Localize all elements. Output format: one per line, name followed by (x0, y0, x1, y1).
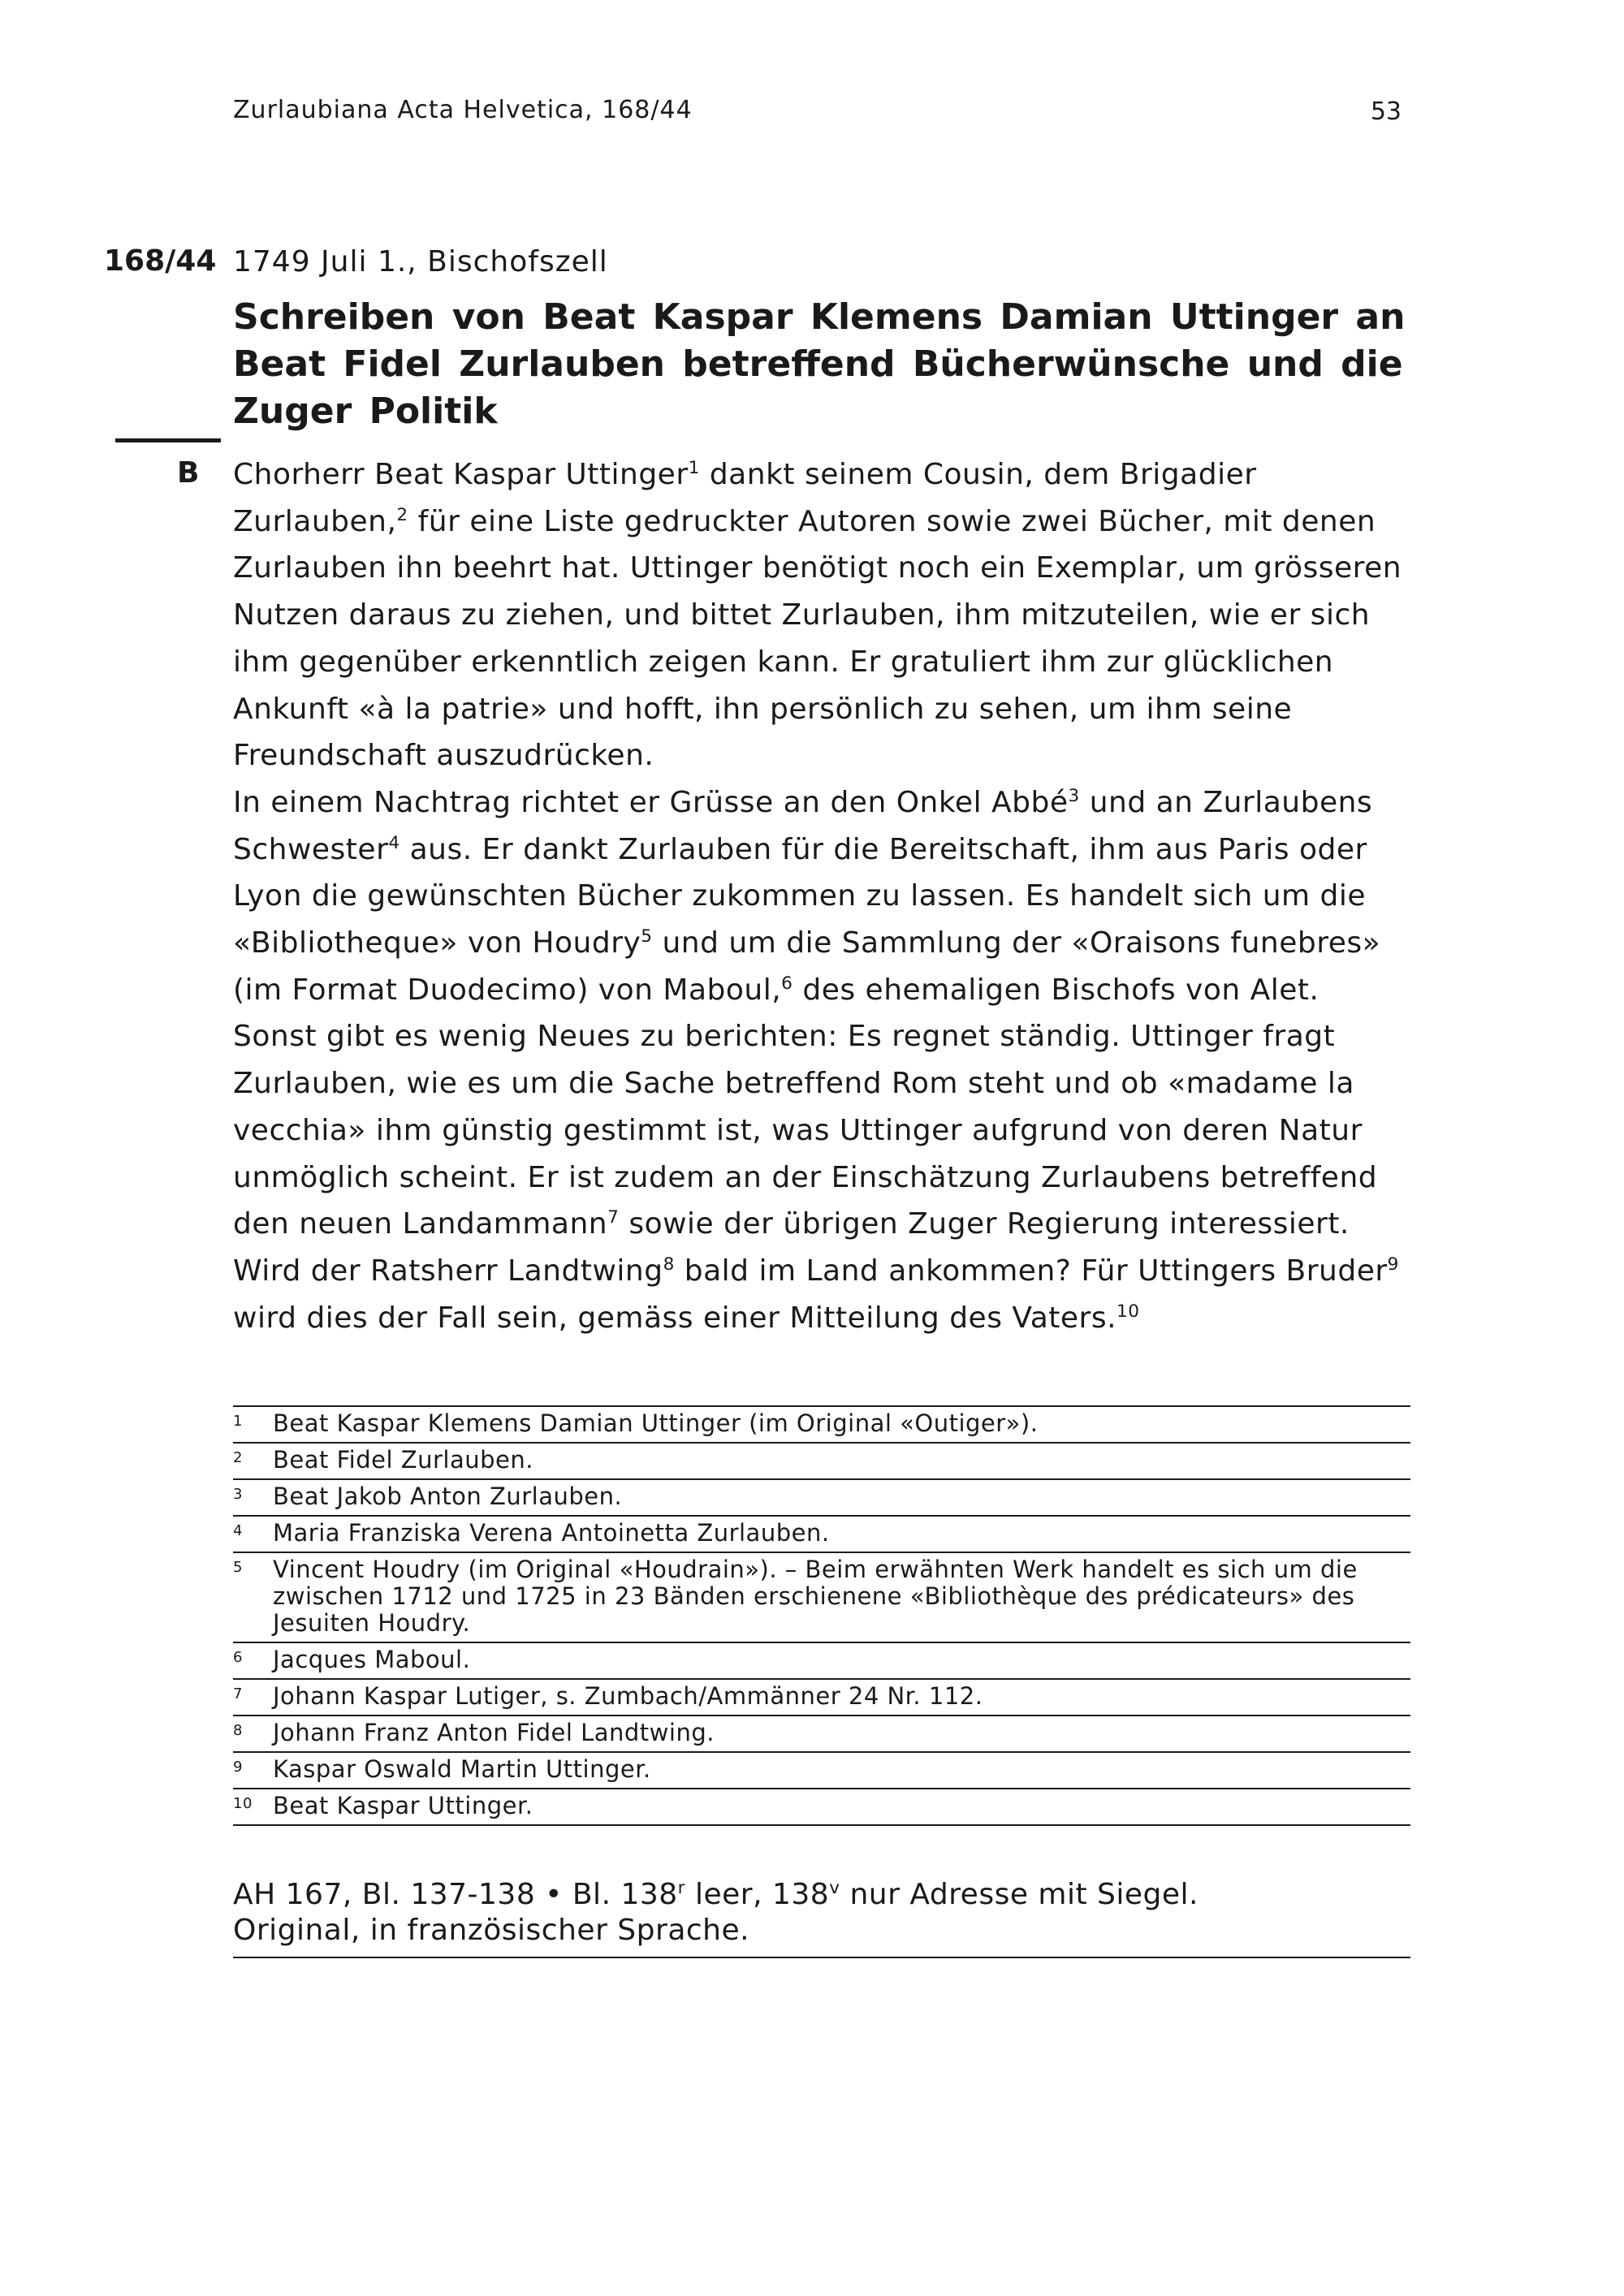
running-head: Zurlaubiana Acta Helvetica, 168/44 (233, 96, 693, 124)
summary-text (233, 451, 1410, 1341)
source-reference (233, 1877, 1410, 1958)
source-line-language: Original, in französischer Sprache. (233, 1914, 750, 1947)
footnote-ref: 3 (1068, 785, 1080, 806)
source-line-archive: AH 167, Bl. 137-138 • Bl. 138$^r$ leer, 138$^v$ nur Adresse mit Siegel. (233, 1878, 1199, 1911)
footnote-number: 4 (233, 1522, 243, 1539)
footnote (233, 1444, 1410, 1480)
footnote (233, 1480, 1410, 1517)
footnote-number: 6 (233, 1649, 243, 1666)
footnote-number: 10 (233, 1795, 253, 1812)
footnote (233, 1407, 1410, 1444)
summary-label: B (177, 456, 200, 490)
section-rule (115, 438, 221, 442)
footnote (233, 1753, 1410, 1789)
footnote (233, 1643, 1410, 1680)
footnote-text: Johann Franz Anton Fidel Landtwing. (273, 1719, 715, 1746)
footnote-ref: 10 (1116, 1301, 1140, 1322)
page-number: 53 (1370, 97, 1402, 126)
footnote-text: Beat Kaspar Uttinger. (273, 1792, 533, 1819)
footnote (233, 1553, 1410, 1643)
footnote-text: Vincent Houdry (im Original «Houdrain»). – Beim erwähnten Werk handelt es sich um die zwischen 1712 und 1725 in 23 Bänden erschienene «Bibliothèque des prédicateurs» des Jesuiten Houdry. (273, 1556, 1358, 1637)
footnote-text: Johann Kaspar Lutiger, s. Zumbach/Ammänner 24 Nr. 112. (273, 1682, 983, 1710)
summary-paragraph: Chorherr Beat Kaspar Uttinger$^1$ dankt seinem Cousin, dem Brigadier Zurlauben,$^2$ für eine Liste gedruckter Autoren sowie zwei Bücher, mit denen Zurlauben ihn beehrt hat. Uttinger benötigt noch ein Exemplar, um grösseren Nutzen daraus zu ziehen, und bittet Zurlauben, ihm mitzuteilen, wie er sich ihm gegenüber erkenntlich zeigen kann. Er gratuliert ihm zur glücklichen Ankunft «à la patrie» und hofft, ihn persönlich zu sehen, um ihm seine Freundschaft auszudrücken. (233, 458, 1402, 773)
footnote (233, 1789, 1410, 1826)
footnote-ref: 2 (396, 504, 408, 525)
footnote-text: Kaspar Oswald Martin Uttinger. (273, 1755, 651, 1783)
document-title: Schreiben von Beat Kaspar Klemens Damian Uttinger an Beat Fidel Zurlauben betreffend Bücherwünsche und die Zuger Politik (233, 296, 1406, 432)
footnote-number: 8 (233, 1722, 243, 1739)
summary-paragraph: In einem Nachtrag richtet er Grüsse an den Onkel Abbé$^3$ und an Zurlaubens Schwester$^4$ aus. Er dankt Zurlauben für die Bereitschaft, ihm aus Paris oder Lyon die gewünschten Bücher zukommen zu lassen. Es handelt sich um die «Bibliotheque» von Houdry$^5$ und um die Sammlung der «Oraisons funebres» (im Format Duodecimo) von Maboul,$^6$ des ehemaligen Bischofs von Alet. (233, 785, 1381, 1007)
footnote-ref: 1 (688, 458, 700, 478)
footnote-text: Beat Fidel Zurlauben. (273, 1446, 533, 1474)
footnote-ref: 9 (1387, 1254, 1399, 1275)
footnote (233, 1680, 1410, 1716)
footnote-text: Beat Kaspar Klemens Damian Uttinger (im Original «Outiger»). (273, 1409, 1039, 1437)
footnotes (233, 1405, 1410, 1826)
document-date-place: 1749 Juli 1., Bischofszell (233, 245, 608, 278)
footnote-number: 5 (233, 1559, 243, 1576)
footnote-number: 9 (233, 1759, 243, 1776)
summary-paragraph: Sonst gibt es wenig Neues zu berichten: Es regnet ständig. Uttinger fragt Zurlauben, wie es um die Sache betreffend Rom steht und ob «madame la vecchia» ihm günstig gestimmt ist, was Uttinger aufgrund von deren Natur unmöglich scheint. Er ist zudem an der Einschätzung Zurlaubens betreffend den neuen Landammann$^7$ sowie der übrigen Zuger Regierung interessiert. Wird der Ratsherr Landtwing$^8$ bald im Land ankommen? Für Uttingers Bruder$^9$ wird dies der Fall sein, gemäss einer Mitteilung des Vaters.$^{10}$ (233, 1020, 1399, 1335)
footnote-number: 7 (233, 1685, 243, 1703)
footnote-text: Beat Jakob Anton Zurlauben. (273, 1482, 623, 1510)
footnote (233, 1716, 1410, 1753)
footnote-ref: 7 (607, 1207, 620, 1228)
footnote-text: Maria Franziska Verena Antoinetta Zurlauben. (273, 1519, 830, 1547)
footnote-text: Jacques Maboul. (273, 1646, 471, 1673)
footnote-ref: 6 (781, 973, 793, 994)
footnote-number: 2 (233, 1449, 243, 1466)
footnote-number: 1 (233, 1413, 243, 1430)
footnote-ref: 8 (663, 1254, 675, 1275)
footnote-ref: 5 (641, 926, 653, 947)
footnote (233, 1517, 1410, 1553)
document-number: 168/44 (104, 244, 217, 278)
footnote-ref: 4 (388, 832, 400, 853)
footnote-number: 3 (233, 1486, 243, 1503)
